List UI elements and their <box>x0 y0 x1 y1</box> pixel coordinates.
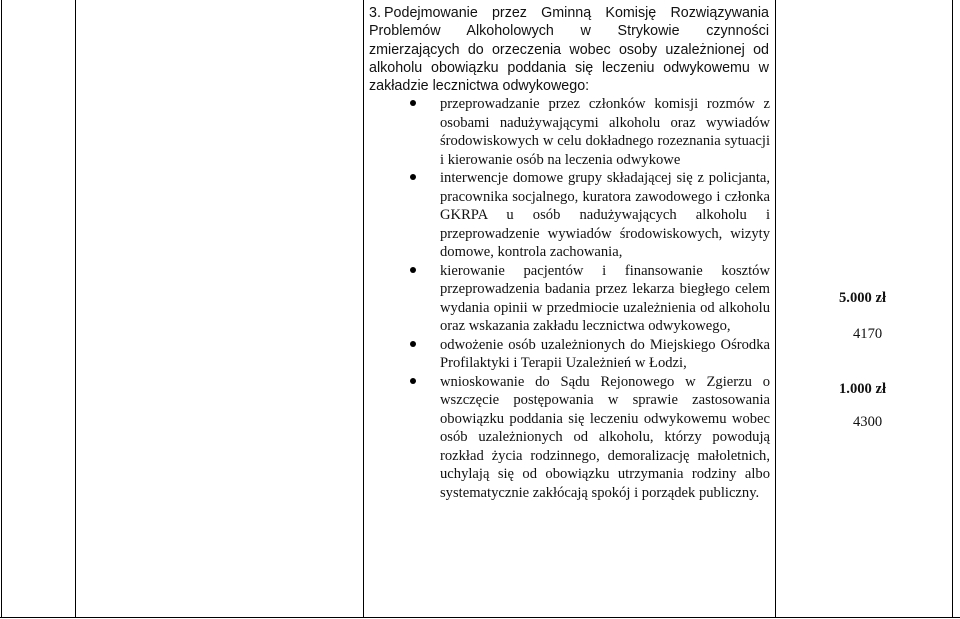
amount-1: 5.000 zł <box>839 290 887 306</box>
table-border-bottom <box>0 617 960 618</box>
list-item <box>396 95 770 169</box>
list-item <box>396 262 770 336</box>
table-column-divider-3 <box>775 0 776 617</box>
list-item-text: przeprowadzanie przez członków komisji rozmów z osobami nadużywającymi alkoholu oraz wywiadów środowiskowych w celu dokładnego rozeznania sytuacji i kierowanie osób na leczenia odwykowe <box>440 96 770 168</box>
list-item-text: wnioskowanie do Sądu Rejonowego w Zgierzu o wszczęcie postępowania w sprawie zastosowania obowiązku poddania się leczeniu odwykowemu wobec osób uzależnionych od alkoholu, którzy powodują rozkład życia rodzinnego, demoralizację małoletnich, uchylają się od obowiązku utrzymania rodziny albo systematycznie zakłócają spokój i porządek publiczny. <box>440 373 770 501</box>
table-column-divider-1 <box>75 0 76 617</box>
bullet-icon <box>410 341 416 347</box>
list-item-text: kierowanie pacjentów i finansowanie kosztów przeprowadzenia badania przez lekarza biegłego celem wydania opinii w przedmiocie uzależnienia od alkoholu oraz wskazania zakładu lecznictwa odwykowego, <box>440 262 770 334</box>
bullet-icon <box>410 100 416 106</box>
section-heading <box>369 4 769 95</box>
section-number: 3. <box>369 5 381 21</box>
list-item <box>396 169 770 262</box>
table-border-left <box>1 0 2 617</box>
value-2: 4300 <box>853 414 883 430</box>
underline-placeholder <box>839 414 853 431</box>
amount-2: 1.000 zł <box>839 381 887 397</box>
value-1: 4170 <box>853 326 883 342</box>
table-border-right <box>952 0 953 617</box>
bullet-icon <box>410 174 416 180</box>
list-item-text: odwożenie osób uzależnionych do Miejskiego Ośrodka Profilaktyki i Terapii Uzależnień w Łodzi, <box>440 336 770 371</box>
table-column-divider-2 <box>363 0 364 617</box>
list-item <box>396 336 770 373</box>
bullet-icon <box>410 378 416 384</box>
activity-list <box>396 95 770 502</box>
list-item <box>396 373 770 503</box>
value-2-row <box>839 414 882 431</box>
bullet-icon <box>410 267 416 273</box>
underline-placeholder <box>839 326 853 343</box>
list-item-text: interwencje domowe grupy składającej się z policjanta, pracownika socjalnego, kuratora zawodowego i członka GKRPA u osób nadużywających alkoholu i przeprowadzenie wywiadów środowiskowych, wizyty domowe, kontrola zachowania, <box>440 170 770 260</box>
value-1-row <box>839 326 882 343</box>
section-heading-text: Podejmowanie przez Gminną Komisję Rozwiązywania Problemów Alkoholowych w Strykowie czynności zmierzających do orzeczenia wobec osoby uzależnionej od alkoholu obowiązku poddania się leczeniu odwykowemu w zakładzie lecznictwa odwykowego: <box>369 5 769 95</box>
